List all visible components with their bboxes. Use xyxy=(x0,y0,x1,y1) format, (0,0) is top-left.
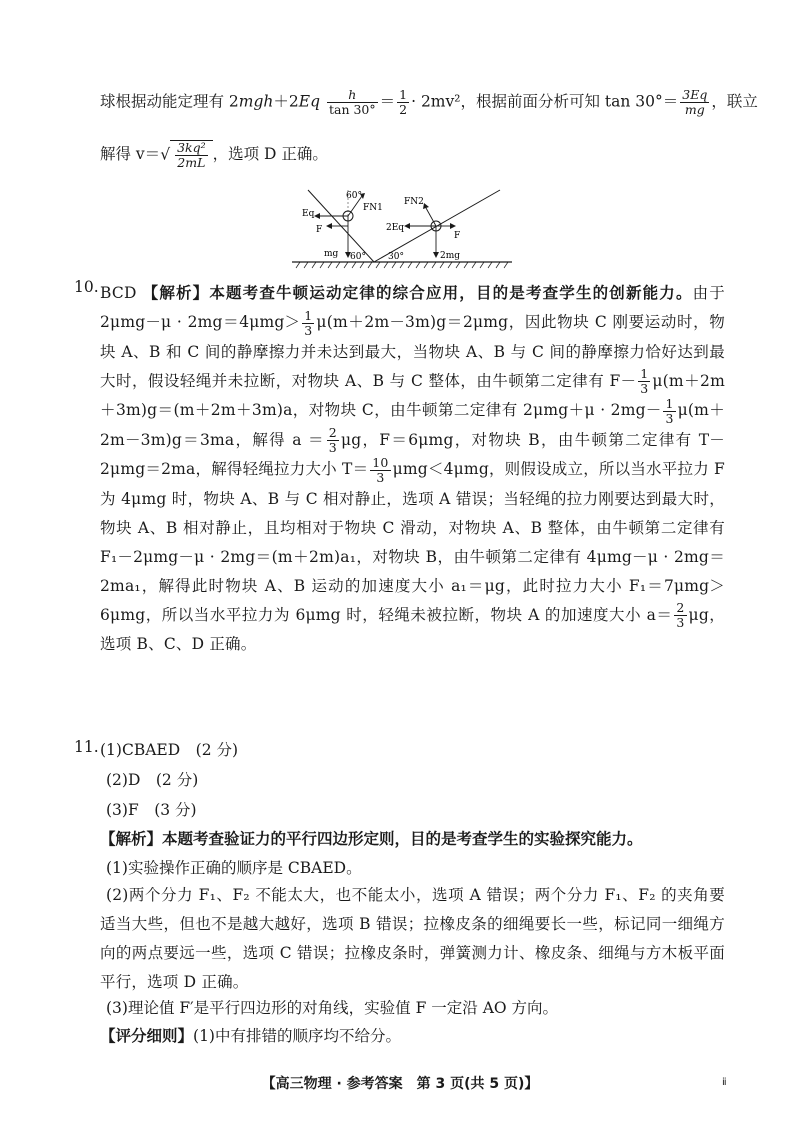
frac-den: tan 30° xyxy=(328,102,376,117)
fraction xyxy=(175,141,208,170)
fraction xyxy=(397,88,409,117)
label-2mg: 2mg xyxy=(440,251,461,261)
label-60-top: 60° xyxy=(346,191,362,201)
fraction xyxy=(674,601,686,630)
frac-num: h xyxy=(327,88,378,103)
frac-num: 1 xyxy=(640,366,649,381)
fraction xyxy=(638,367,650,396)
frac-den: 2mL xyxy=(177,155,206,170)
q9-text: mgh xyxy=(238,92,274,111)
q9-text: · 2mv²，根据前面分析可知 tan 30°＝ xyxy=(411,92,679,111)
q9-line-1 xyxy=(100,88,758,117)
q11-explain-2: (2)两个分力 F₁、F₂ 不能太大，也不能太小，选项 A 错误；两个分力 F₁、F₂ 的夹角要适当大些，但也不是越大越好，选项 B 错误；拉橡皮条的细绳要长一些，标记同一细绳方向的两点要远一些，选项 C 错误；拉橡皮条时，弹簧测力计、橡皮条、细绳与方木板平面平行，选项 D 正确。 xyxy=(100,886,725,991)
q9-text: 解得 v＝ xyxy=(100,145,161,163)
q9-text: Eq xyxy=(298,92,321,111)
fraction xyxy=(302,309,314,338)
q11-heading: 【解析】本题考查验证力的平行四边形定则，目的是考查学生的实验探究能力。 xyxy=(100,829,643,848)
frac-den: 3 xyxy=(665,410,674,426)
q10-text: μg，F＝6μmg，对物块 B，由牛顿第二定律有 T－2μmg＝2ma，解得轻绳拉力大小 T＝ xyxy=(100,430,725,478)
q11-scoring-rule xyxy=(100,1024,401,1046)
q11-explain-3: (3)理论值 F′是平行四边形的对角线，实验值 F 一定沿 AO 方向。 xyxy=(106,999,559,1017)
frac-num: 1 xyxy=(665,395,674,411)
q9-text: ＋2 xyxy=(273,92,299,111)
q11-answer-2: (2)D (2 分) xyxy=(106,771,199,789)
label-2eq: 2Eq xyxy=(386,223,405,233)
frac-den: 3 xyxy=(640,381,649,396)
frac-den: 3 xyxy=(376,469,385,485)
q10-heading: 【解析】本题考查牛顿运动定律的综合应用，目的是考查学生的创新能力。 xyxy=(142,283,693,302)
frac-num: 1 xyxy=(399,87,408,102)
q11-number: 11. xyxy=(74,738,99,756)
q11-explain-1: (1)实验操作正确的顺序是 CBAED。 xyxy=(106,859,362,877)
q9-line-2 xyxy=(100,140,328,170)
label-f: F xyxy=(316,225,323,235)
footer-text: 【高三物理 · 参考答案 第 3 页(共 5 页)】 xyxy=(261,1076,539,1092)
frac-den: 2 xyxy=(399,102,408,117)
q9-text: 球根据动能定理有 2 xyxy=(100,92,239,111)
q9-text: ，联立 xyxy=(711,92,758,111)
label-f-right: F xyxy=(454,231,461,241)
q11-answer-1: (1)CBAED (2 分) xyxy=(100,741,239,759)
frac-num: 2 xyxy=(676,600,685,615)
page-footer xyxy=(0,1073,800,1093)
sqrt-expression: √ $\frac{\text{3kq²}}{2mL}$ xyxy=(160,140,212,170)
footer-mark: ⅱ xyxy=(722,1077,727,1088)
force-diagram xyxy=(290,186,520,270)
q10-text: μ(m＋2m＋3m)g＝(m＋2m＋3m)a，对物块 C，由牛顿第二定律有 2μmg＋μ · 2mg－ xyxy=(100,371,725,419)
q11-answer-3: (3)F (3 分) xyxy=(106,801,197,819)
fraction xyxy=(370,456,390,485)
q9-text: ，选项 D 正确。 xyxy=(212,145,328,163)
q10-number: 10. xyxy=(74,278,99,296)
q10-text: μ(m＋2m－3m)g＝3ma，解得 a ＝ xyxy=(100,401,725,449)
label-fn2: FN2 xyxy=(404,197,424,207)
fraction xyxy=(663,397,675,426)
q10-answer: BCD xyxy=(100,284,137,302)
q10-text: μ(m＋2m－3m)g＝2μmg，因此物块 C 刚要运动时，物块 A、B 和 C 间的静摩擦力并未达到最大，当物块 A、B 与 C 间的静摩擦力恰好达到最大时，假设轻绳并未拉断，对物块 A、B 与 C 整体，由牛顿第二定律有 F－ xyxy=(100,313,725,390)
q10-text: 由于 2μmg－μ · 2mg＝4μmg＞ xyxy=(100,284,725,331)
scoring-rule-text: (1)中有排错的顺序均不给分。 xyxy=(193,1027,401,1045)
q10-text: μg，选项 B、C、D 正确。 xyxy=(100,605,725,653)
q10-body xyxy=(100,278,725,659)
q10-text: μmg＜4μmg，则假设成立，所以当水平拉力 F 为 4μmg 时，物块 A、B 与 C 相对静止，选项 A 错误；当轻绳的拉力刚要达到最大时，物块 A、B 相对静止，且均相对于物块 C 滑动，对物块 A、B 整体，由牛顿第二定律有 F₁－2μmg－μ · 2mg＝(m＋2m)a₁，对物块 B，由牛顿第二定律有 4μmg－μ · 2mg＝2ma₁，解得此时物块 A、B 运动的加速度大小 a₁＝μg，此时拉力大小 F₁＝7μmg＞6μmg，所以当水平拉力为 6μmg 时，轻绳未被拉断，物块 A 的加速度大小 a＝ xyxy=(100,460,725,624)
frac-num: 1 xyxy=(304,307,313,323)
frac-num: 3Eq xyxy=(682,87,708,102)
scoring-rule-label: 【评分细则】 xyxy=(100,1026,194,1045)
q9-text: ＝ xyxy=(379,92,396,111)
frac-den: 3 xyxy=(328,440,337,455)
frac-num: 2 xyxy=(328,425,337,440)
frac-den: 3 xyxy=(304,322,313,338)
label-30: 30° xyxy=(388,252,404,262)
frac-den: 3 xyxy=(676,615,685,630)
frac-num: 10 xyxy=(372,454,389,470)
label-fn1: FN1 xyxy=(363,203,383,213)
fraction xyxy=(680,88,709,117)
fraction xyxy=(327,88,378,117)
label-eq: Eq xyxy=(302,209,315,219)
frac-num: 3kq² xyxy=(177,140,206,155)
label-mg: mg xyxy=(324,249,339,259)
frac-den: mg xyxy=(684,102,705,117)
fraction xyxy=(327,426,339,455)
label-60-bottom: 60° xyxy=(350,252,366,262)
